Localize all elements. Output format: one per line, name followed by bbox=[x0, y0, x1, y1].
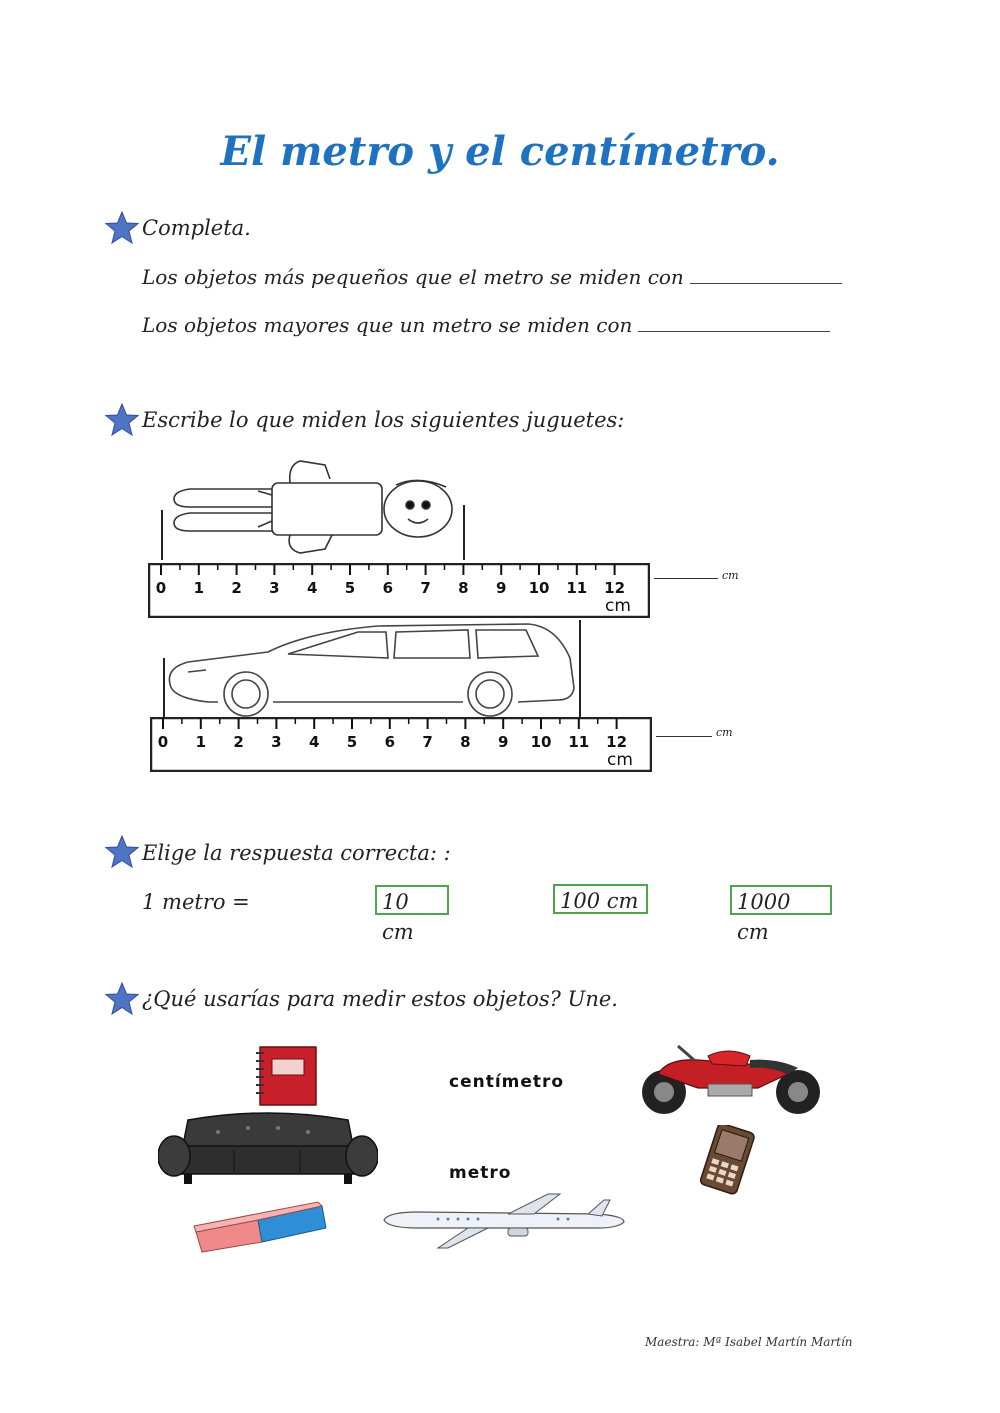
answer-line-car[interactable] bbox=[656, 736, 712, 737]
sofa-image[interactable] bbox=[158, 1110, 378, 1190]
ruler-1-label-5: 5 bbox=[344, 579, 356, 597]
mobile-phone-image[interactable] bbox=[688, 1125, 768, 1195]
answer-unit-toy: cm bbox=[722, 569, 739, 582]
ruler-1-label-12: 12 bbox=[604, 579, 626, 597]
blank-answer-1[interactable] bbox=[690, 265, 842, 284]
ruler-2-label-4: 4 bbox=[308, 733, 320, 751]
fill-line-2 bbox=[142, 313, 830, 337]
ruler-1-label-6: 6 bbox=[382, 579, 394, 597]
footer-author: Maestra: Mª Isabel Martín Martín bbox=[645, 1335, 853, 1349]
ruler-1-label-3: 3 bbox=[269, 579, 280, 597]
ruler-1 bbox=[148, 563, 650, 618]
eraser-image[interactable] bbox=[192, 1198, 332, 1256]
ruler-1-unit: cm bbox=[605, 596, 631, 616]
ruler-2-label-1: 1 bbox=[195, 733, 207, 751]
option-100-cm[interactable]: 100 cm bbox=[553, 884, 648, 914]
ruler-2-label-11: 11 bbox=[568, 733, 590, 751]
ruler-2-label-0: 0 bbox=[157, 733, 169, 751]
ruler-1-label-0: 0 bbox=[155, 579, 167, 597]
answer-line-toy[interactable] bbox=[654, 578, 718, 579]
ruler-2-label-6: 6 bbox=[384, 733, 396, 751]
star-icon bbox=[105, 982, 139, 1016]
answer-unit-car: cm bbox=[716, 726, 733, 739]
toy-car-image bbox=[158, 618, 588, 718]
ruler-1-label-9: 9 bbox=[495, 579, 507, 597]
ruler-1-label-11: 11 bbox=[566, 579, 588, 597]
ruler-1-label-7: 7 bbox=[420, 579, 431, 597]
section-heading-completa: Completa. bbox=[142, 216, 251, 240]
star-icon bbox=[105, 211, 139, 245]
section-heading-respuesta: Elige la respuesta correcta: : bbox=[142, 841, 451, 865]
ruler-2 bbox=[150, 717, 652, 772]
page-title: El metro y el centímetro. bbox=[220, 128, 780, 175]
word-centimetro[interactable]: centímetro bbox=[449, 1072, 565, 1092]
toy-figure-image bbox=[160, 455, 470, 560]
ruler-2-unit: cm bbox=[607, 750, 633, 770]
ruler-2-label-2: 2 bbox=[233, 733, 244, 751]
ruler-2-label-12: 12 bbox=[606, 733, 628, 751]
section-heading-juguetes: Escribe lo que miden los siguientes juguetes: bbox=[142, 408, 625, 432]
star-icon bbox=[105, 403, 139, 437]
option-1000-cm[interactable]: 1000 cm bbox=[730, 885, 832, 915]
airplane-image[interactable] bbox=[378, 1190, 628, 1252]
equation-prompt: 1 metro = bbox=[142, 890, 250, 914]
ruler-2-label-10: 10 bbox=[530, 733, 552, 751]
ruler-1-label-10: 10 bbox=[528, 579, 550, 597]
fill-line-2-text: Los objetos mayores que un metro se miden con bbox=[142, 313, 633, 337]
ruler-2-label-3: 3 bbox=[271, 733, 282, 751]
ruler-2-label-5: 5 bbox=[346, 733, 358, 751]
ruler-1-label-8: 8 bbox=[458, 579, 469, 597]
word-metro[interactable]: metro bbox=[449, 1163, 512, 1183]
option-10-cm[interactable]: 10 cm bbox=[375, 885, 449, 915]
ruler-1-label-4: 4 bbox=[306, 579, 318, 597]
ruler-2-label-7: 7 bbox=[422, 733, 433, 751]
star-icon bbox=[105, 835, 139, 869]
motorcycle-image[interactable] bbox=[638, 1038, 824, 1118]
fill-line-1 bbox=[142, 265, 842, 289]
ruler-2-label-8: 8 bbox=[460, 733, 471, 751]
ruler-1-label-1: 1 bbox=[193, 579, 205, 597]
ruler-2-label-9: 9 bbox=[497, 733, 509, 751]
notebook-image[interactable] bbox=[252, 1045, 320, 1107]
section-heading-une: ¿Qué usarías para medir estos objetos? Une. bbox=[142, 987, 618, 1011]
blank-answer-2[interactable] bbox=[638, 313, 830, 332]
fill-line-1-text: Los objetos más pequeños que el metro se miden con bbox=[142, 265, 684, 289]
ruler-1-label-2: 2 bbox=[231, 579, 242, 597]
